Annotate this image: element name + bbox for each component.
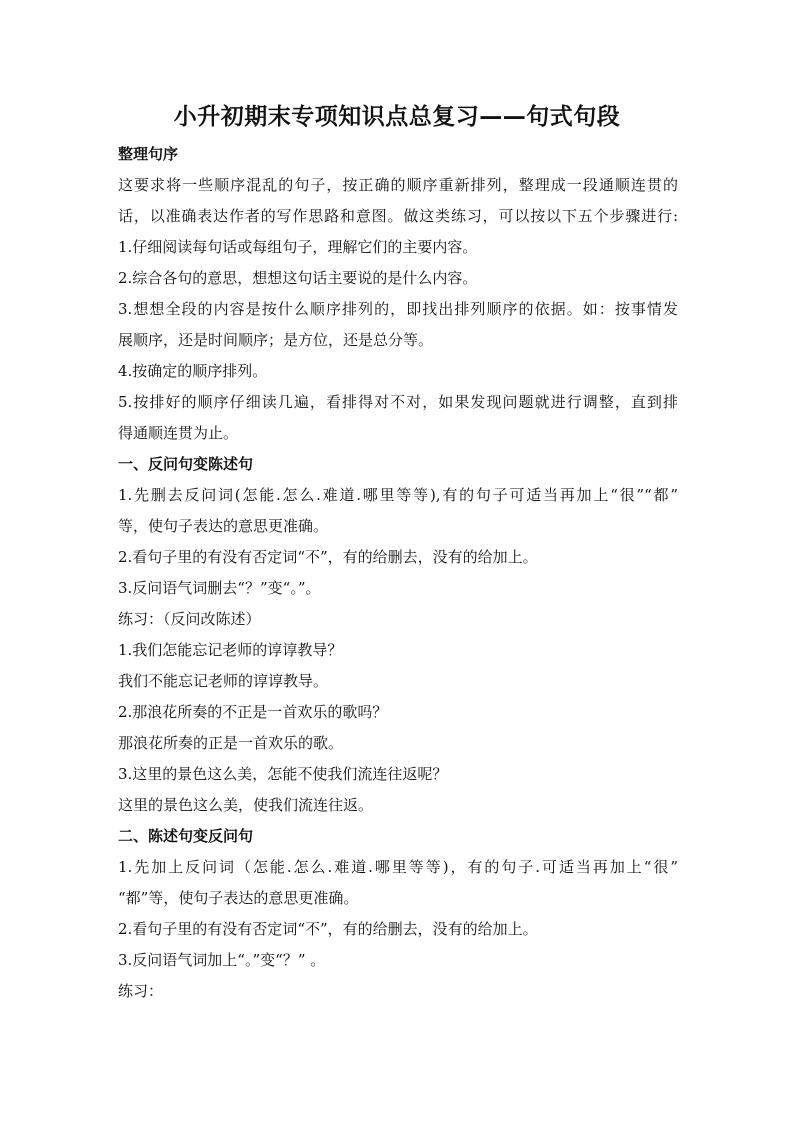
text-line: 3.反问语气词加上“。”变“？” 。	[118, 951, 326, 969]
text-line: 1.先加上反问词（怎能.怎么.难道.哪里等等)，有的句子.可适当再加上“很”	[118, 858, 678, 876]
document-title: 小升初期末专项知识点总复习——句式句段	[173, 104, 621, 130]
text-line: 展顺序，还是时间顺序；是方位，还是总分等。	[118, 331, 434, 349]
text-line: “都”等，使句子表达的意思更准确。	[118, 889, 359, 907]
text-line: 5.按排好的顺序仔细读几遍，看排得对不对，如果发现问题就进行调整，直到排	[118, 393, 678, 411]
text-line: 这要求将一些顺序混乱的句子，按正确的顺序重新排列，整理成一段通顺连贯的	[118, 176, 678, 194]
text-line: 2.那浪花所奏的不正是一首欢乐的歌吗？	[118, 703, 388, 721]
text-line: 话，以准确表达作者的写作思路和意图。做这类练习，可以按以下五个步骤进行:	[118, 207, 678, 225]
text-line: 3.反问语气词删去“？”变“。”。	[118, 579, 321, 597]
section-heading: 一、反问句变陈述句	[118, 455, 254, 473]
text-line: 4.按确定的顺序排列。	[118, 362, 268, 380]
text-line: 得通顺连贯为止。	[118, 424, 239, 442]
text-line: 那浪花所奏的正是一首欢乐的歌。	[118, 734, 344, 752]
text-line: 3.这里的景色这么美，怎能不使我们流连往返呢？	[118, 765, 448, 783]
text-line: 1.先删去反问词(怎能.怎么.难道.哪里等等),有的句子可适当再加上“很”“都”	[118, 486, 678, 504]
section-heading: 二、陈述句变反问句	[118, 827, 254, 845]
text-line: 2.综合各句的意思，想想这句话主要说的是什么内容。	[118, 269, 478, 287]
text-line: 练习：（反问改陈述）	[118, 610, 261, 628]
text-line: 这里的景色这么美，使我们流连往返。	[118, 796, 374, 814]
text-line: 2.看句子里的有没有否定词“不”，有的给删去，没有的给加上。	[118, 548, 538, 566]
text-line: 等，使句子表达的意思更准确。	[118, 517, 329, 535]
text-line: 3.想想全段的内容是按什么顺序排列的，即找出排列顺序的依据。如：按事情发	[118, 300, 678, 318]
text-line: 练习：	[118, 982, 164, 1000]
text-line: 1.仔细阅读每句话或每组句子，理解它们的主要内容。	[118, 238, 478, 256]
document-body	[118, 139, 678, 1007]
text-line: 我们不能忘记老师的谆谆教导。	[118, 672, 329, 690]
text-line: 2.看句子里的有没有否定词“不”，有的给删去，没有的给加上。	[118, 920, 538, 938]
section-heading: 整理句序	[118, 145, 179, 163]
text-line: 1.我们怎能忘记老师的谆谆教导？	[118, 641, 343, 659]
